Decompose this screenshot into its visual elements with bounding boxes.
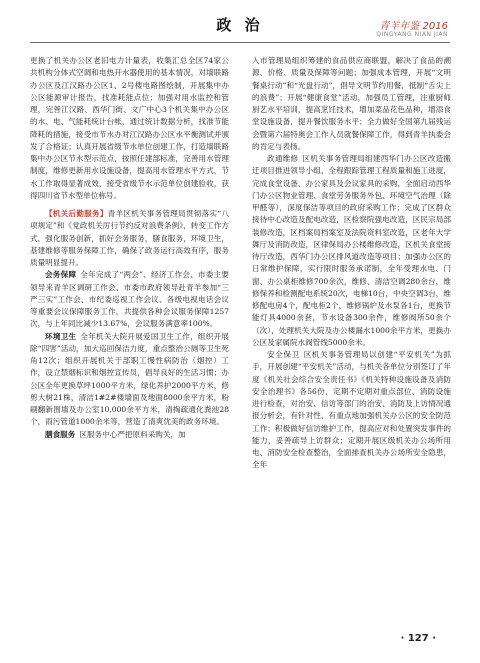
paragraph (30, 429, 229, 441)
header-rule (30, 42, 450, 43)
subheading: 会务保障 (45, 270, 77, 280)
section-title: 政 治 (216, 16, 264, 34)
subheading: 膳食服务 (45, 429, 76, 439)
paragraph (30, 269, 229, 330)
paragraph-text: 区服务中心严把原料采购关，加 (79, 429, 186, 439)
subheading: 环境卫生 (45, 331, 77, 341)
paragraph: 更换了机关办公区老旧电力计量表，收集汇总全区74家公共机构分体式空调和电热开水器使用的基本情况，对墙联路办公区及江汉路办公区1、2号楼电路图绘制，开展集中办公区能源审计报告，找准耗能点位；加强对用水监控和管理，完善江汉路、西华门街、文广中心3个机关集中办公区的水、电、气能耗统计台帐，通过统计数据分析，找准节能降耗的措施，接受市节水办对江汉路办公区水平衡测试并颁发了合格证；认真开展省级节水单位创建工作，打造墙联路集中办公区节水型示范点，按照任建部标准，完善用水管理制度，维修更新用水设施设备，提高用水管理水平方式，节水工作取得显著成效，接受省级节水示范单位创建验收，获得四川省节水型单位称号。 (30, 56, 229, 200)
section-heading: 【机关后勤服务】 (45, 209, 108, 218)
page-number: · 127 · (400, 633, 436, 644)
paragraph (252, 349, 451, 472)
subheading: 安全保卫 (267, 350, 300, 359)
paragraph (30, 331, 229, 429)
paragraph (252, 153, 451, 349)
yearbook-label: 青羊年鉴 2016 (379, 21, 448, 32)
right-column (252, 55, 451, 620)
yearbook-pinyin: QINGYANG NIAN JIAN (376, 31, 448, 38)
left-column (30, 55, 229, 620)
paragraph (30, 208, 229, 269)
paragraph-text: 青羊区机关事务管理局贯彻落实“八项规定”和《党政机关厉行节约反对浪费条例》，转变工作方式，强化服务创新，抓好会务服务，膳食服务，环境卫生，基建维修等服务保障工作，确保了政务运行高效有序，服务质量明显提升。 (30, 209, 229, 267)
paragraph-text: 区机关事务管理局组建西华门办公区改造搬迁项目推进领导小组，全程跟踪管理工程质量和施工进度，完成食堂设备、办公家具及会议家具的采购，全面启动西华门办公区物业管理、食堂劳务服务外包、环境空气治理（除甲醛等），深度保洁等项目的政府采购工作；完成了区群众接待中心改造及配电改造，区检察院强电改造，区民宗局部装修改造，区档案局档案室及法院资料室改造，区老年大学舞厅及消防改造，区律保局办公楼维修改造，区机关食堂接待厅改造，西华门办公区排风道改造等项目；加强办公区的日常维护保障，实行限时服务承诺制，全年受理水电、门窗、办公桌柜维修700余次，维修、清洁空调280余台，维修保养和检测配电系统20次，电梯10台，中央空调3台，维修配电房4个，配电柜2个，维修锅炉及水泵各1台，更换节能灯具4000余套，节水设备300余件，维修阀所50余个（次），处理机关大院及办公楼漏水1000余平方米，更换办公区及家属院水阀管线5000余米。 (252, 154, 451, 347)
paragraph-text: 全年机关大院开展爱国卫生工作，组织开展除“四害”活动，加大巡回保洁力度，重点整治公厕等卫生死角12次；组织开展机关干部职工慢性病防治（烟控）工作，设立禁烟标识和烟控宣传员，倡导良好的生活习惯；办公区全年更换草坪1000平方米，绿化养护2000平方米，修剪大树21株，清洁1#2#楼墙面及地面8000余平方米，粉刷翻新围墙及办公室10,000余平方米，清掏疏通化粪池28个，雨污管道1000余米等，营造了清爽优美的政务环境。 (30, 331, 229, 427)
paragraph-text: 全年完成了“两会”、经济工作会、市委主要领导来青羊区调研工作会、市委市政府领导赴青羊参加“三严三实”工作会、市纪委巡视工作会议、各级电视电话会议等重要会议保障服务工作，共提供各种会议服务保障1257次，与上年同比减少13.67%，会议服务满意率100%。 (30, 270, 229, 329)
paragraph-text: 区机关事务管理局以创建“平安机关”为抓手，开展创建“平安机关”活动，与机关各单位分别签订了年度《机关社会综合安全责任书》《机关特种设施设备及消防安全治理书》各56份，定期不定期对重点部位、消防设施进行检查，对治安、信访等部门的治安、消防及上访情况通报分析会，有针对性、有重点地加强机关办公区的安全防范工作；积极做好信访维护工作，提高应对和处置突发事件的能力，妥善疏导上访群众；定期开展区级机关办公场所用电、消防安全检查整治，全面排查机关办公场所安全隐患，全年 (252, 350, 451, 470)
subheading: 政通维修 (267, 154, 299, 163)
paragraph: 入市管理局组织筹建的食品供应商联盟，解决了食品的溯源、价格、质量及保障等问题；加强成本管理，开展“文明餐桌行动”和“光盘行动”，倡导文明节约用餐，抵制“舌尖上的浪费”；开展“健康食堂”活动，加强员工管理，注重厨师厨艺水平培训，提高烹饪技术，增加菜品花色品种，增添食堂设施设备，提升餐饮服务水平；全力做好全国第九届残运会暨第六届特奥会工作人员就餐保障工作，得到青羊执委会的肯定与表扬。 (252, 56, 451, 151)
